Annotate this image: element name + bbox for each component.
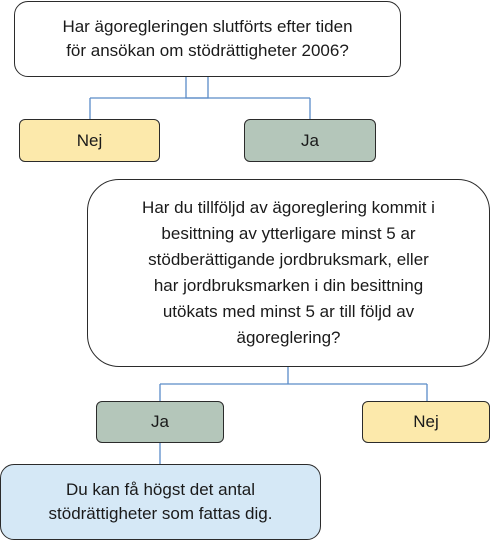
result-text: Du kan få högst det antal stödrättigheter som fattas dig. — [48, 480, 273, 523]
question-1-text: Har ägoregleringen slutförts efter tiden för ansökan om stödrättigheter 2006? — [62, 17, 353, 60]
question-2-text: Har du tillföljd av ägoreglering kommit i besittning av ytterligare minst 5 ar stödberättigande jordbruksmark, eller har jordbruksmarken i din besittning utökats med minst 5 ar till följd av ägoreglering? — [142, 198, 435, 347]
question-box-additional-land — [87, 179, 490, 367]
question-box-ownership-completed — [14, 1, 401, 77]
answer-box-yes-2 — [96, 401, 224, 443]
answer-no-1-label: Nej — [76, 130, 103, 150]
answer-yes-2-label: Ja — [151, 412, 169, 431]
answer-box-no-2 — [362, 401, 490, 443]
answer-box-yes-1 — [244, 119, 376, 162]
answer-box-no-1 — [19, 119, 160, 162]
answer-yes-1-label: Ja — [301, 130, 319, 150]
connector-q1-stem — [186, 77, 208, 98]
result-box — [0, 464, 321, 540]
answer-no-2-label: Nej — [413, 412, 439, 431]
